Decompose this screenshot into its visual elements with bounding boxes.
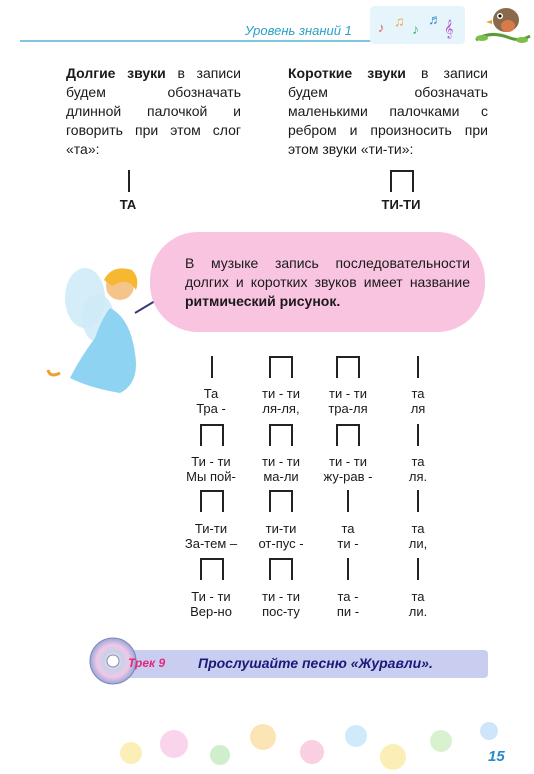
rhythm-syllable: та	[411, 386, 425, 401]
lyric-syllable: ля.	[408, 469, 428, 484]
rhythm-syllable: ти - ти	[329, 386, 367, 401]
music-notes-icon	[370, 6, 465, 44]
svg-text:♪: ♪	[412, 21, 419, 37]
short-pair-symbol	[336, 424, 359, 426]
rhythm-syllable: ти-ти	[265, 521, 297, 536]
lyric-syllable: Тра -	[196, 401, 226, 416]
rhythm-syllable: ти - ти	[329, 454, 367, 469]
short-pair-symbol	[200, 558, 223, 560]
lyric-syllable: Мы пой-	[186, 469, 236, 484]
short-sounds-heading: Короткие звуки	[288, 65, 406, 81]
short-symbol-label: ТИ-ТИ	[381, 197, 421, 212]
cloud-term: ритмический рисунок.	[185, 293, 341, 309]
long-stem-symbol	[128, 170, 130, 192]
rhythm-syllable: та	[411, 521, 425, 536]
short-pair-symbol	[269, 490, 292, 492]
short-pair-symbol	[269, 424, 292, 426]
long-stem-symbol	[417, 558, 419, 580]
long-stem-symbol	[347, 490, 349, 512]
lyric-syllable: ти -	[337, 536, 359, 551]
rhythm-syllable: Та	[203, 386, 219, 401]
long-stem-symbol	[211, 356, 213, 378]
rhythm-syllable: та	[411, 454, 425, 469]
lyric-syllable: пи -	[336, 604, 360, 619]
lyric-syllable: тра-ля	[328, 401, 368, 416]
long-sounds-text	[66, 64, 241, 159]
lyric-syllable: ли,	[408, 536, 428, 551]
cloud-definition: В музыке запись последовательности долгих и коротких звуков имеет название	[185, 255, 470, 290]
svg-text:♬: ♬	[428, 11, 442, 27]
header-decoration	[370, 6, 465, 44]
long-stem-symbol	[417, 356, 419, 378]
page-number: 15	[488, 748, 505, 765]
rhythm-syllable: Ти - ти	[191, 454, 231, 469]
rhythm-syllable: ти - ти	[262, 454, 300, 469]
lyric-syllable: ля	[410, 401, 426, 416]
lyric-syllable: ли.	[408, 604, 428, 619]
cloud-text	[185, 254, 470, 311]
short-sounds-text	[288, 64, 488, 159]
rhythm-syllable: ти - ти	[262, 386, 300, 401]
short-pair-symbol	[269, 356, 292, 358]
lyric-syllable: ма-ли	[263, 469, 299, 484]
lyric-syllable: жу-рав -	[323, 469, 373, 484]
svg-text:♫: ♫	[394, 13, 405, 29]
track-instruction: Прослушайте песню «Журавли».	[198, 655, 433, 671]
rhythm-syllable: та	[411, 589, 425, 604]
long-stem-symbol	[417, 424, 419, 446]
rhythm-syllable: Ти-ти	[194, 521, 228, 536]
lyric-syllable: Вер-но	[190, 604, 232, 619]
rhythm-syllable: та	[341, 521, 355, 536]
short-pair-symbol	[200, 424, 223, 426]
rhythm-syllable: Ти - ти	[191, 589, 231, 604]
short-pair-symbol	[336, 356, 359, 358]
header-rule	[20, 40, 380, 42]
svg-text:♪: ♪	[378, 20, 385, 35]
long-sounds-heading: Долгие звуки	[66, 65, 166, 81]
short-pair-symbol	[269, 558, 292, 560]
long-symbol-label: ТА	[119, 197, 137, 212]
svg-text:𝄞: 𝄞	[444, 21, 454, 38]
rhythm-syllable: ти - ти	[262, 589, 300, 604]
lyric-syllable: ля-ля,	[262, 401, 300, 416]
rhythm-syllable: та -	[337, 589, 359, 604]
long-stem-symbol	[347, 558, 349, 580]
header-title: Уровень знаний 1	[245, 23, 352, 38]
bird-icon	[470, 0, 534, 48]
lyric-syllable: пос-ту	[262, 604, 300, 619]
lyric-syllable: от-пус -	[258, 536, 304, 551]
short-sounds-description: в записи будем обозначать маленькими палочками с ребром и произносить при этом звуки «ти-ти»:	[288, 65, 488, 157]
track-number: Трек 9	[128, 656, 166, 670]
short-pair-symbol	[200, 490, 223, 492]
lyric-syllable: За-тем –	[184, 536, 238, 551]
long-sounds-description: в записи будем обозначать длинной палочкой и говорить при этом слог «та»:	[66, 65, 241, 157]
long-stem-symbol	[417, 490, 419, 512]
